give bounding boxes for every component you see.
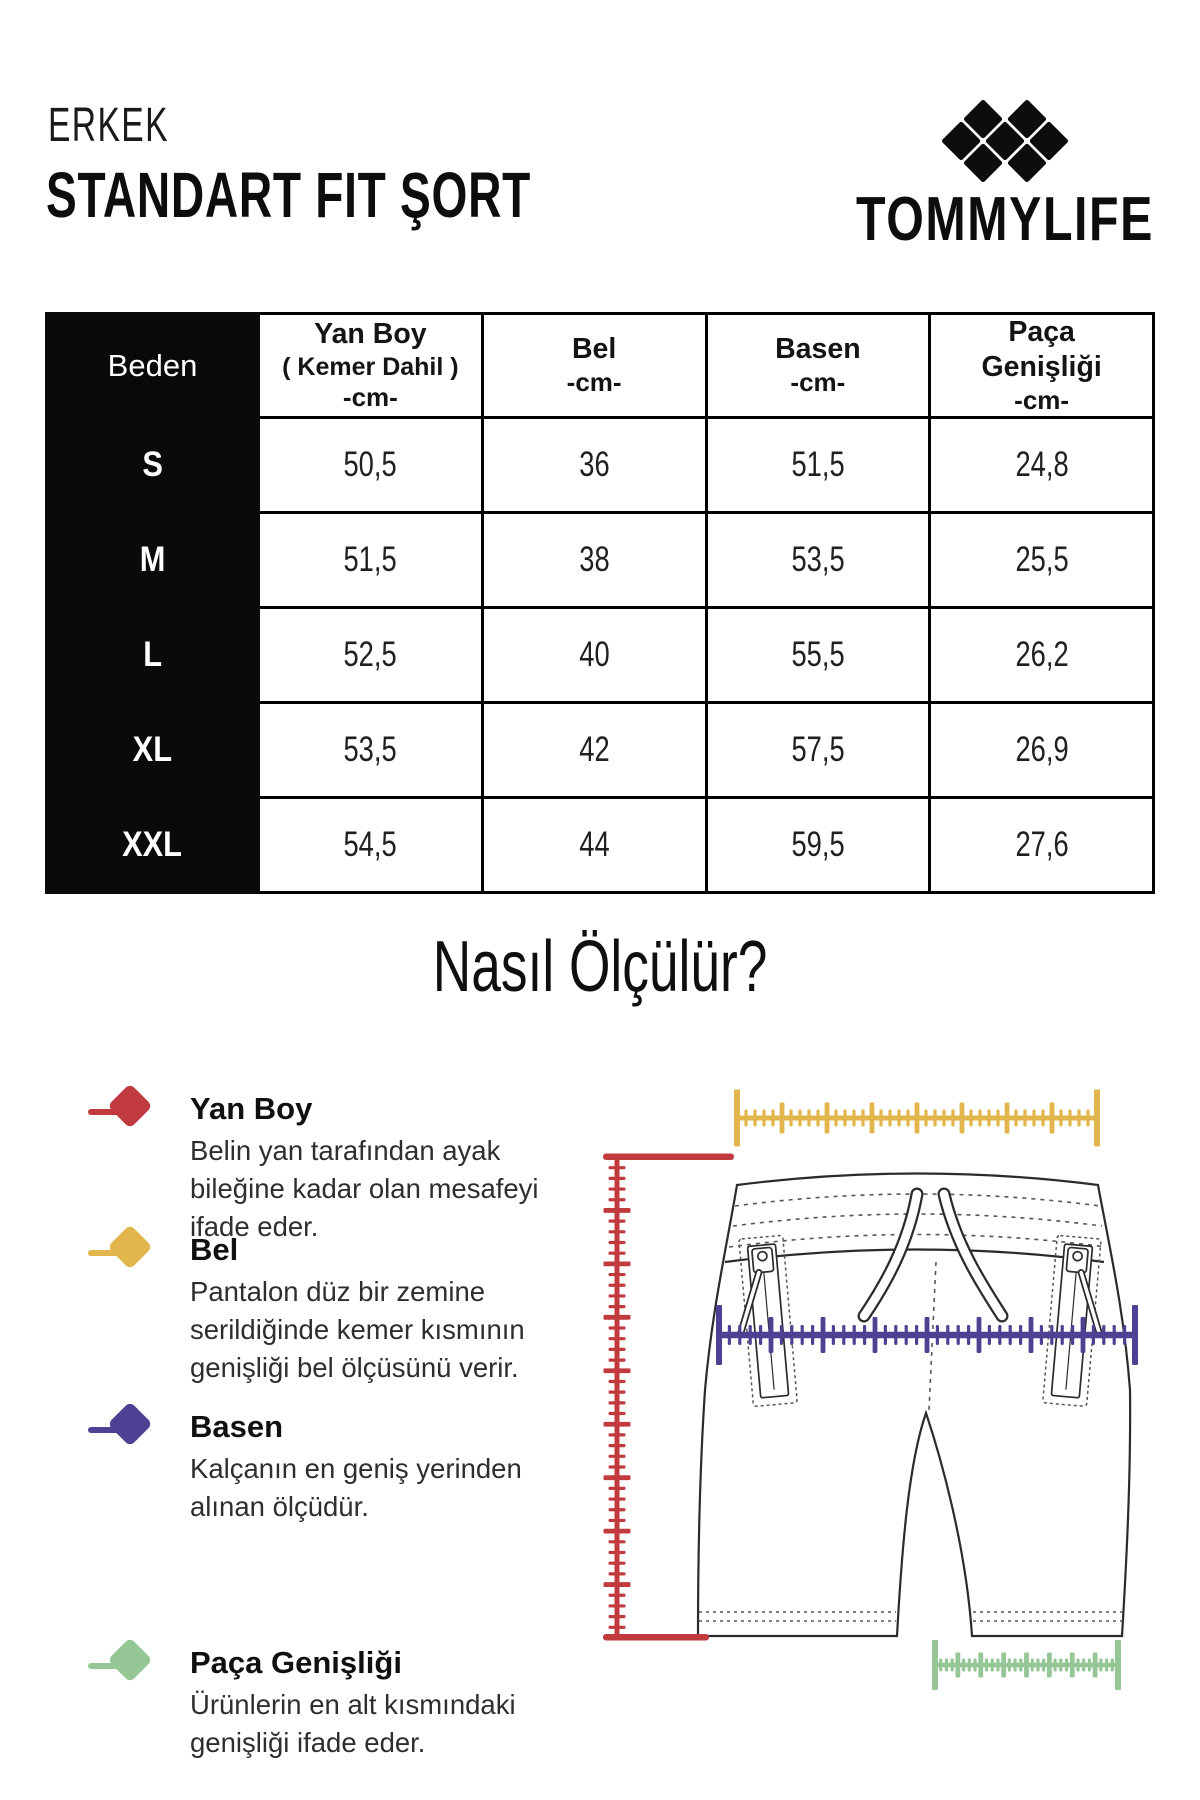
size-value-cell: 59,5 bbox=[706, 798, 930, 893]
size-value-cell: 54,5 bbox=[259, 798, 483, 893]
legend-description: Belin yan tarafından ayak bileğine kadar olan mesafeyi ifade eder. bbox=[190, 1135, 539, 1242]
size-label: L bbox=[47, 608, 259, 703]
legend-description: Ürünlerin en alt kısmındaki genişliği ifade eder. bbox=[190, 1689, 516, 1759]
legend-item-basen bbox=[88, 1410, 558, 1526]
column-header-bel: Bel -cm- bbox=[482, 314, 706, 418]
corner-header-cell: Beden bbox=[47, 314, 259, 418]
size-value-cell: 24,8 bbox=[930, 418, 1154, 513]
size-value-cell: 51,5 bbox=[259, 513, 483, 608]
shorts-drawing bbox=[698, 1174, 1130, 1637]
product-title: STANDART FIT ŞORT bbox=[46, 159, 531, 231]
diamond-marker-icon bbox=[88, 1646, 168, 1692]
size-label: M bbox=[47, 513, 259, 608]
legend-item-paca-genisligi bbox=[88, 1646, 558, 1762]
column-header-basen: Basen -cm- bbox=[706, 314, 930, 418]
brand-logo-diamond-lattice-icon bbox=[941, 94, 1069, 188]
diamond-marker-icon bbox=[88, 1233, 168, 1279]
column-header-paca: Paça Genişliği -cm- bbox=[930, 314, 1154, 418]
diamond-marker-icon bbox=[88, 1092, 168, 1138]
size-value-cell: 27,6 bbox=[930, 798, 1154, 893]
legend-item-bel bbox=[88, 1233, 558, 1387]
how-to-measure-title: Nasıl Ölçülür? bbox=[432, 927, 768, 1007]
legend-item-yan-boy bbox=[88, 1092, 558, 1246]
size-value-cell: 50,5 bbox=[259, 418, 483, 513]
size-value-cell: 40 bbox=[482, 608, 706, 703]
size-value-cell: 36 bbox=[482, 418, 706, 513]
legend-title: Bel bbox=[190, 1232, 239, 1267]
size-value-cell: 26,9 bbox=[930, 703, 1154, 798]
table-row bbox=[47, 798, 1154, 893]
size-label: S bbox=[47, 418, 259, 513]
table-row bbox=[47, 703, 1154, 798]
size-label: XXL bbox=[47, 798, 259, 893]
size-value-cell: 53,5 bbox=[706, 513, 930, 608]
legend-description: Kalçanın en geniş yerinden alınan ölçüdür. bbox=[190, 1453, 522, 1523]
legend-title: Yan Boy bbox=[190, 1091, 313, 1126]
size-value-cell: 57,5 bbox=[706, 703, 930, 798]
size-label: XL bbox=[47, 703, 259, 798]
legend-title: Paça Genişliği bbox=[190, 1645, 402, 1680]
table-header-row bbox=[47, 314, 1154, 418]
size-value-cell: 53,5 bbox=[259, 703, 483, 798]
size-value-cell: 44 bbox=[482, 798, 706, 893]
yan-boy-ruler bbox=[604, 1157, 631, 1638]
size-value-cell: 51,5 bbox=[706, 418, 930, 513]
size-value-cell: 25,5 bbox=[930, 513, 1154, 608]
table-row bbox=[47, 513, 1154, 608]
table-row bbox=[47, 608, 1154, 703]
size-value-cell: 52,5 bbox=[259, 608, 483, 703]
size-table bbox=[45, 312, 1155, 894]
size-value-cell: 38 bbox=[482, 513, 706, 608]
column-header-yan-boy: Yan Boy ( Kemer Dahil ) -cm- bbox=[259, 314, 483, 418]
size-value-cell: 55,5 bbox=[706, 608, 930, 703]
size-value-cell: 42 bbox=[482, 703, 706, 798]
size-value-cell: 26,2 bbox=[930, 608, 1154, 703]
paca-genisligi-ruler bbox=[932, 1640, 1121, 1690]
category-title: ERKEK bbox=[48, 99, 169, 152]
shorts-measurement-diagram bbox=[540, 1040, 1200, 1800]
yan-boy-bottom-cap bbox=[603, 1634, 709, 1641]
legend-description: Pantalon düz bir zemine serildiğinde kemer kısmının genişliği bel ölçüsünü verir. bbox=[190, 1276, 525, 1383]
yan-boy-top-cap bbox=[603, 1154, 734, 1161]
diamond-marker-icon bbox=[88, 1410, 168, 1456]
table-row bbox=[47, 418, 1154, 513]
brand-wordmark: TOMMYLIFE bbox=[856, 185, 1154, 254]
legend-title: Basen bbox=[190, 1409, 284, 1444]
bel-ruler bbox=[734, 1090, 1100, 1147]
